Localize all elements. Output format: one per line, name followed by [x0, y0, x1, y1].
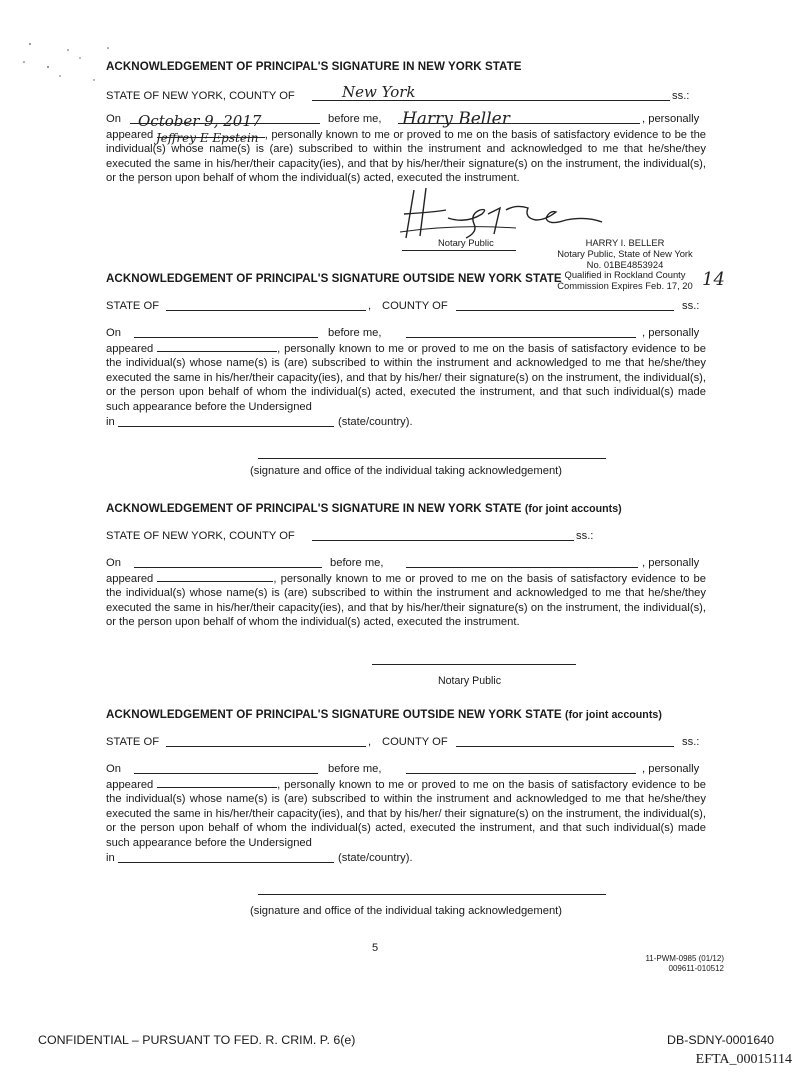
acknowledgement-text: appeared , personally known to me or proved to me on the basis of satisfactory evidence to be the individual(s) whose name(s) is (are) subscribed to within the instrument and acknowledged to me that he/she/they executed the same in his/her/their capacity(ies), and that by his/her/their signature(s) on the instrument, the individual(s), or the person upon behalf of whom the individual(s) acted, executed the instrument. [106, 572, 707, 629]
on-date-row: On before me, , personally [106, 762, 700, 775]
signature-caption: (signature and office of the individual taking acknowledgement) [250, 905, 562, 917]
notary-public-caption: Notary Public [438, 237, 494, 248]
notary-line [406, 326, 636, 338]
state-county-row: STATE OF NEW YORK, COUNTY OF ss.: [106, 89, 690, 102]
efta-number: EFTA_00015114 [695, 1052, 792, 1067]
county-line [456, 299, 674, 311]
on-date-row: On before me, , personally [106, 112, 700, 125]
notary-line [406, 762, 636, 774]
state-county-row: STATE OF NEW YORK, COUNTY OF ss.: [106, 529, 594, 542]
page-number: 5 [372, 942, 379, 954]
section-header: ACKNOWLEDGEMENT OF PRINCIPAL'S SIGNATURE OUTSIDE NEW YORK STATE (for joint accounts) [106, 708, 662, 721]
state-county-row: STATE OF , COUNTY OF ss.: [106, 299, 700, 312]
notary-public-caption: Notary Public [438, 675, 501, 687]
date-line [134, 326, 318, 338]
notary-signature [396, 184, 626, 240]
date-line [134, 556, 322, 568]
handwritten-commission-year: 14 [702, 269, 725, 290]
confidential-footer: CONFIDENTIAL – PURSUANT TO FED. R. CRIM. P. 6(e) [38, 1033, 356, 1047]
acknowledgement-text: appeared , personally known to me or proved to me on the basis of satisfactory evidence to be the individual(s) whose name(s) is (are) subscribed to within the instrument and acknowledged to me that he/she/they executed the same in his/her/their capacity(ies), and that by his/her/their signature(s) on the instrument, the individual(s), or the person upon behalf of whom the individual(s) acted, executed the instrument. [106, 128, 707, 185]
on-date-row: On before me, , personally [106, 556, 700, 569]
scan-specks [20, 40, 110, 90]
notary-line [406, 556, 638, 568]
signature-caption: (signature and office of the individual taking acknowledgement) [250, 465, 562, 477]
acknowledgement-text: appeared , personally known to me or proved to me on the basis of satisfactory evidence to be the individual(s) whose name(s) is (are) subscribed to within the instrument and acknowledged to me that he/she/they executed the same in his/her/their capacity(ies), and that by his/her/ their signature(s) on the instrument, the individual(s), or the person upon behalf of whom the individual(s) acted, executed the instrument, and that such individual(s) made such appearance before the Undersigned [106, 778, 706, 849]
state-country-row: in (state/country). [106, 851, 413, 864]
state-line [166, 299, 366, 311]
state-country-line [118, 851, 334, 863]
acknowledgement-text: appeared , personally known to me or proved to me on the basis of satisfactory evidence to be the individual(s) whose name(s) is (are) subscribed to within the instrument and acknowledged to me that he/she/they executed the same in his/her/their capacity(ies), and that by his/her/ their signature(s) on the instrument, the individual(s), or the person upon behalf of whom the individual(s) acted, executed the instrument, and that such individual(s) made such appearance before the Undersigned [106, 342, 706, 413]
section-header: ACKNOWLEDGEMENT OF PRINCIPAL'S SIGNATURE OUTSIDE NEW YORK STATE [106, 272, 562, 285]
state-country-line [118, 415, 334, 427]
section-outside-ny-joint-acknowledgement [106, 708, 706, 917]
bates-number: DB-SDNY-0001640 [667, 1033, 774, 1047]
handwritten-appeared-name: Jeffrey E Epstein [156, 131, 259, 145]
section-header: ACKNOWLEDGEMENT OF PRINCIPAL'S SIGNATURE IN NEW YORK STATE (for joint accounts) [106, 502, 622, 515]
notary-stamp: HARRY I. BELLER Notary Public, State of New York No. 01BE4853924 Qualified in Rockland County Commission Expires Feb. 17, 20 [557, 237, 693, 292]
handwritten-county: New York [342, 83, 416, 101]
section-outside-ny-acknowledgement [106, 272, 706, 477]
form-codes: 11-PWM-0985 (01/12) 009611-010512 [645, 954, 724, 973]
handwritten-notary-name: Harry Beller [402, 109, 510, 129]
county-line [456, 735, 674, 747]
county-line [312, 529, 574, 541]
section-ny-joint-acknowledgement [106, 502, 707, 687]
date-line [134, 762, 318, 774]
on-date-row: On before me, , personally [106, 326, 700, 339]
state-line [166, 735, 366, 747]
handwritten-date: October 9, 2017 [138, 112, 262, 130]
state-county-row: STATE OF , COUNTY OF ss.: [106, 735, 700, 748]
state-country-row: in (state/country). [106, 415, 413, 428]
section-header: ACKNOWLEDGEMENT OF PRINCIPAL'S SIGNATURE IN NEW YORK STATE [106, 60, 522, 73]
